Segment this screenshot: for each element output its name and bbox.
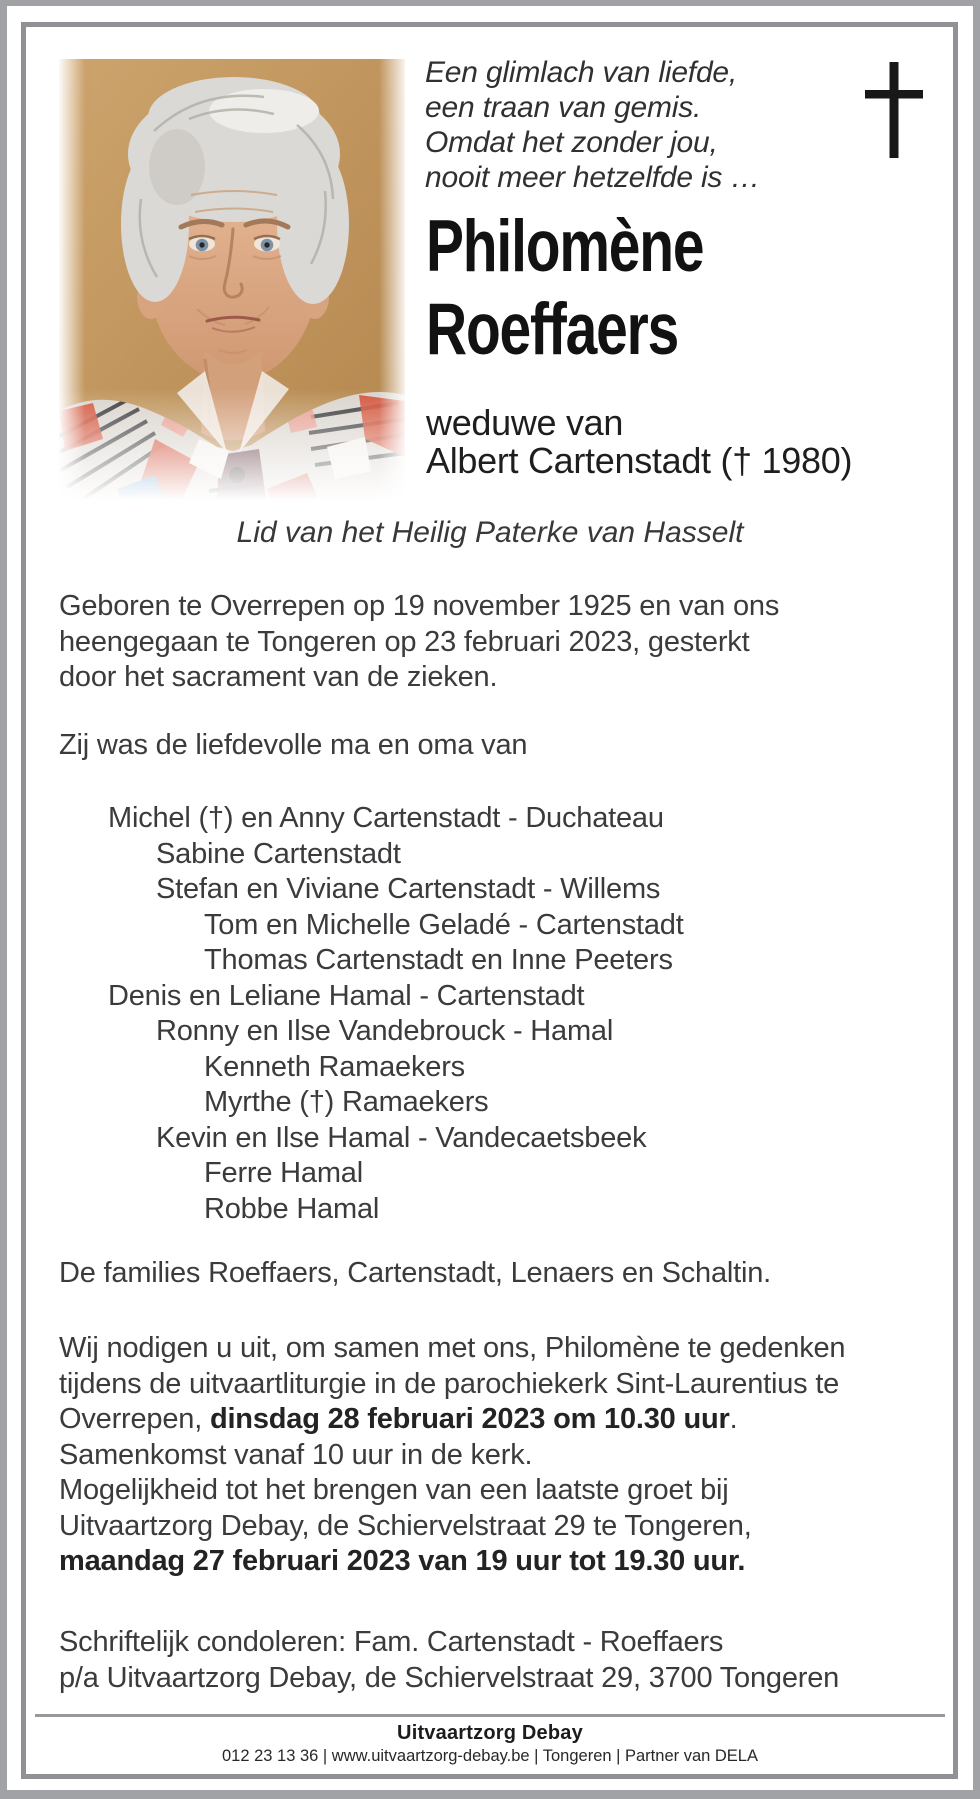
- quote-line: Een glimlach van liefde,: [425, 56, 738, 89]
- quote-line: Omdat het zonder jou,: [425, 126, 718, 159]
- invitation-line: Samenkomst vanaf 10 uur in de kerk.: [59, 1438, 533, 1471]
- family-list-item: Myrthe (†) Ramaekers: [204, 1086, 489, 1118]
- families-line: De families Roeffaers, Cartenstadt, Lenaers en Schaltin.: [59, 1257, 772, 1289]
- quote-line: nooit meer hetzelfde is …: [425, 161, 761, 194]
- invitation-line: tijdens de uitvaartliturgie in de parochiekerk Sint-Laurentius te: [59, 1367, 840, 1400]
- family-list-item: Kevin en Ilse Hamal - Vandecaetsbeek: [156, 1121, 647, 1154]
- condolence-paragraph: [59, 1625, 839, 1696]
- birth-death-line: heengegaan te Tongeren op 23 februari 2023, gesterkt: [59, 625, 750, 658]
- invitation-line-suffix: .: [729, 1403, 738, 1435]
- visitation-date-bold: maandag 27 februari 2023 van 19 uur tot 19.30 uur.: [59, 1545, 746, 1577]
- portrait-illustration: [59, 59, 405, 505]
- condolence-line: p/a Uitvaartzorg Debay, de Schiervelstraat 29, 3700 Tongeren: [59, 1661, 840, 1694]
- family-intro: Zij was de liefdevolle ma en oma van: [59, 729, 528, 761]
- family-list-item: Ferre Hamal: [204, 1157, 363, 1189]
- family-list-item: Sabine Cartenstadt: [156, 837, 401, 870]
- quote-line: een traan van gemis.: [425, 91, 702, 124]
- family-list-item: Denis en Leliane Hamal - Cartenstadt: [108, 979, 585, 1012]
- birth-death-line: door het sacrament van de zieken.: [59, 661, 498, 693]
- family-list: [59, 801, 684, 1227]
- invitation-paragraph: [59, 1331, 845, 1580]
- memorial-quote: [425, 55, 760, 195]
- spouse-name: Albert Cartenstadt († 1980): [426, 440, 853, 481]
- family-list-item: Robbe Hamal: [204, 1192, 380, 1225]
- invitation-line: Mogelijkheid tot het brengen van een laatste groet bij: [59, 1474, 729, 1506]
- family-list-item: Kenneth Ramaekers: [204, 1050, 465, 1083]
- condolence-line: Schriftelijk condoleren: Fam. Cartenstadt - Roeffaers: [59, 1626, 724, 1658]
- family-list-item: Stefan en Viviane Cartenstadt - Willems: [156, 873, 661, 905]
- membership-note: Lid van het Heilig Paterke van Hasselt: [236, 516, 744, 549]
- invitation-line: Uitvaartzorg Debay, de Schiervelstraat 29 te Tongeren,: [59, 1509, 752, 1542]
- footer-divider: [35, 1714, 945, 1717]
- birth-death-paragraph: [59, 589, 779, 696]
- portrait-photo: [59, 59, 405, 505]
- birth-death-line: Geboren te Overrepen op 19 november 1925 en van ons: [59, 590, 780, 622]
- funeral-home-contact: 012 23 13 36 | www.uitvaartzorg-debay.be | Tongeren | Partner van DELA: [222, 1747, 758, 1765]
- family-list-item: Michel (†) en Anny Cartenstadt - Duchateau: [108, 802, 664, 834]
- family-list-item: Ronny en Ilse Vandebrouck - Hamal: [156, 1015, 614, 1047]
- invitation-line: Wij nodigen u uit, om samen met ons, Philomène te gedenken: [59, 1332, 846, 1364]
- invitation-line-prefix: Overrepen,: [59, 1403, 210, 1435]
- deceased-name: [426, 205, 703, 371]
- invitation-line: [59, 1402, 845, 1438]
- spouse-block: [426, 404, 852, 480]
- memorial-cross-icon: [865, 62, 923, 158]
- deceased-first-name: Philomène: [426, 206, 704, 287]
- funeral-home-name: Uitvaartzorg Debay: [397, 1722, 583, 1744]
- family-list-item: Thomas Cartenstadt en Inne Peeters: [204, 944, 673, 976]
- widow-of-label: weduwe van: [426, 402, 624, 443]
- deceased-last-name: Roeffaers: [426, 289, 679, 370]
- funeral-date-bold: dinsdag 28 februari 2023 om 10.30 uur: [209, 1403, 730, 1435]
- family-list-item: Tom en Michelle Geladé - Cartenstadt: [204, 908, 684, 941]
